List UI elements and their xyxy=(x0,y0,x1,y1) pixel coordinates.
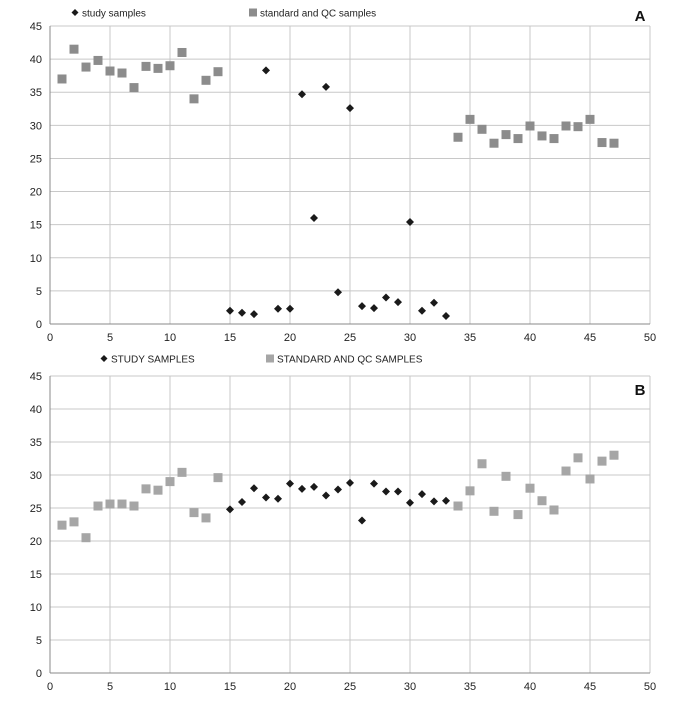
x-tick-label: 25 xyxy=(343,681,357,693)
standard-qc-sample-point xyxy=(562,121,571,130)
x-tick-label: 5 xyxy=(106,332,114,344)
standard-qc-sample-point xyxy=(478,125,487,134)
standard-qc-sample-point xyxy=(538,131,547,140)
standard-qc-sample-point xyxy=(502,130,511,139)
standard-qc-sample-point xyxy=(178,468,187,477)
x-tick-label: 15 xyxy=(223,681,237,693)
study-sample-point xyxy=(262,66,270,74)
y-tick-label: 40 xyxy=(29,54,42,67)
study-sample-point xyxy=(418,490,426,498)
standard-qc-sample-point xyxy=(178,48,187,57)
x-tick-label: 35 xyxy=(463,332,477,344)
standard-qc-sample-point xyxy=(106,500,115,509)
standard-qc-sample-point xyxy=(490,139,499,148)
standard-qc-sample-point xyxy=(166,477,175,486)
study-sample-point xyxy=(250,310,258,318)
study-sample-point xyxy=(226,307,234,315)
standard-qc-sample-point xyxy=(598,457,607,466)
standard-qc-sample-point xyxy=(574,453,583,462)
x-tick-label: 5 xyxy=(106,681,114,693)
standard-qc-sample-point xyxy=(130,83,139,92)
legend-square-icon xyxy=(249,9,257,17)
x-tick-label: 0 xyxy=(46,332,54,344)
study-sample-point xyxy=(298,485,306,493)
legend-diamond-icon xyxy=(101,355,108,362)
standard-qc-sample-point xyxy=(94,56,103,65)
study-sample-point xyxy=(274,305,282,313)
study-sample-point xyxy=(418,307,426,315)
standard-qc-sample-point xyxy=(514,510,523,519)
x-tick-label: 15 xyxy=(223,332,237,344)
y-tick-label: 35 xyxy=(29,437,42,449)
y-tick-label: 30 xyxy=(29,120,42,133)
study-sample-point xyxy=(334,486,342,494)
study-sample-point xyxy=(394,488,402,496)
standard-qc-sample-point xyxy=(142,62,151,71)
y-tick-label: 15 xyxy=(29,219,42,232)
standard-qc-sample-point xyxy=(586,474,595,483)
panel-label: B xyxy=(634,382,646,399)
standard-qc-sample-point xyxy=(58,74,67,83)
standard-qc-sample-point xyxy=(106,67,115,76)
study-sample-point xyxy=(250,484,258,492)
y-tick-label: 30 xyxy=(29,470,42,482)
study-sample-point xyxy=(358,517,366,525)
panel-label: A xyxy=(634,8,646,25)
standard-qc-sample-point xyxy=(70,45,79,54)
x-tick-label: 25 xyxy=(343,332,357,344)
legend-label: STANDARD AND QC SAMPLES xyxy=(277,354,423,366)
y-tick-label: 20 xyxy=(29,536,42,548)
study-sample-point xyxy=(406,499,414,507)
y-tick-label: 45 xyxy=(29,21,42,33)
standard-qc-sample-point xyxy=(550,134,559,143)
y-tick-label: 0 xyxy=(35,668,42,680)
standard-qc-sample-point xyxy=(610,451,619,460)
x-tick-label: 20 xyxy=(283,681,297,693)
x-tick-label: 50 xyxy=(643,332,657,344)
standard-qc-sample-point xyxy=(454,502,463,511)
y-tick-label: 35 xyxy=(29,87,42,100)
study-sample-point xyxy=(310,214,318,222)
x-tick-label: 50 xyxy=(643,681,657,693)
study-sample-point xyxy=(286,480,294,488)
standard-qc-sample-point xyxy=(478,459,487,468)
study-sample-point xyxy=(382,294,390,302)
standard-qc-sample-point xyxy=(190,508,199,517)
standard-qc-sample-point xyxy=(118,500,127,509)
standard-qc-sample-point xyxy=(466,486,475,495)
standard-qc-sample-point xyxy=(598,138,607,147)
study-sample-point xyxy=(226,505,234,513)
study-sample-point xyxy=(334,288,342,296)
x-tick-label: 30 xyxy=(403,332,417,344)
study-sample-point xyxy=(442,497,450,505)
y-tick-label: 25 xyxy=(29,503,42,515)
study-sample-point xyxy=(238,498,246,506)
y-tick-label: 5 xyxy=(35,635,42,647)
study-sample-point xyxy=(430,497,438,505)
study-sample-point xyxy=(286,305,294,313)
study-sample-point xyxy=(346,104,354,112)
standard-qc-sample-point xyxy=(82,533,91,542)
standard-qc-sample-point xyxy=(574,122,583,131)
standard-qc-sample-point xyxy=(214,67,223,76)
y-tick-label: 10 xyxy=(29,252,42,265)
legend-label: standard and QC samples xyxy=(260,8,377,20)
standard-qc-sample-point xyxy=(154,486,163,495)
y-tick-label: 40 xyxy=(29,404,42,416)
standard-qc-sample-point xyxy=(154,64,163,73)
standard-qc-sample-point xyxy=(586,115,595,124)
standard-qc-sample-point xyxy=(58,521,67,530)
y-tick-label: 5 xyxy=(35,285,42,298)
study-sample-point xyxy=(346,479,354,487)
standard-qc-sample-point xyxy=(202,513,211,522)
study-sample-point xyxy=(382,488,390,496)
study-sample-point xyxy=(322,83,330,91)
y-tick-label: 0 xyxy=(35,319,42,331)
standard-qc-sample-point xyxy=(526,121,535,130)
study-sample-point xyxy=(322,491,330,499)
study-sample-point xyxy=(298,90,306,98)
study-sample-point xyxy=(310,483,318,491)
standard-qc-sample-point xyxy=(514,134,523,143)
y-tick-label: 45 xyxy=(29,371,42,383)
legend-label: STUDY SAMPLES xyxy=(111,354,195,366)
study-sample-point xyxy=(274,495,282,503)
study-sample-point xyxy=(238,309,246,317)
x-tick-label: 20 xyxy=(283,332,297,344)
x-tick-label: 45 xyxy=(583,332,597,344)
standard-qc-sample-point xyxy=(190,94,199,103)
x-tick-label: 30 xyxy=(403,681,417,693)
y-tick-label: 15 xyxy=(29,569,42,581)
chart-panel-a xyxy=(30,8,656,344)
chart-panel-b xyxy=(30,355,656,694)
standard-qc-sample-point xyxy=(454,133,463,142)
standard-qc-sample-point xyxy=(166,61,175,70)
standard-qc-sample-point xyxy=(118,69,127,78)
standard-qc-sample-point xyxy=(550,505,559,514)
standard-qc-sample-point xyxy=(490,507,499,516)
study-sample-point xyxy=(442,312,450,320)
y-tick-label: 25 xyxy=(29,153,42,166)
study-sample-point xyxy=(430,299,438,307)
y-tick-label: 20 xyxy=(29,186,42,199)
study-sample-point xyxy=(358,302,366,310)
study-sample-point xyxy=(262,493,270,501)
standard-qc-sample-point xyxy=(202,76,211,85)
standard-qc-sample-point xyxy=(94,502,103,511)
standard-qc-sample-point xyxy=(610,139,619,148)
x-tick-label: 0 xyxy=(46,681,54,693)
x-tick-label: 40 xyxy=(523,332,537,344)
study-sample-point xyxy=(370,304,378,312)
standard-qc-sample-point xyxy=(466,115,475,124)
x-tick-label: 40 xyxy=(523,681,537,693)
standard-qc-sample-point xyxy=(526,484,535,493)
x-tick-label: 10 xyxy=(163,332,177,344)
legend-square-icon xyxy=(266,355,274,363)
standard-qc-sample-point xyxy=(130,502,139,511)
standard-qc-sample-point xyxy=(214,473,223,482)
legend-label: study samples xyxy=(82,8,146,20)
standard-qc-sample-point xyxy=(562,467,571,476)
standard-qc-sample-point xyxy=(502,472,511,481)
study-sample-point xyxy=(394,298,402,306)
standard-qc-sample-point xyxy=(82,63,91,72)
y-tick-label: 10 xyxy=(29,602,42,614)
legend-diamond-icon xyxy=(72,9,79,16)
x-tick-label: 45 xyxy=(583,681,597,693)
x-tick-label: 35 xyxy=(463,681,477,693)
standard-qc-sample-point xyxy=(538,496,547,505)
study-sample-point xyxy=(370,480,378,488)
standard-qc-sample-point xyxy=(70,517,79,526)
x-tick-label: 10 xyxy=(163,681,177,693)
standard-qc-sample-point xyxy=(142,484,151,493)
